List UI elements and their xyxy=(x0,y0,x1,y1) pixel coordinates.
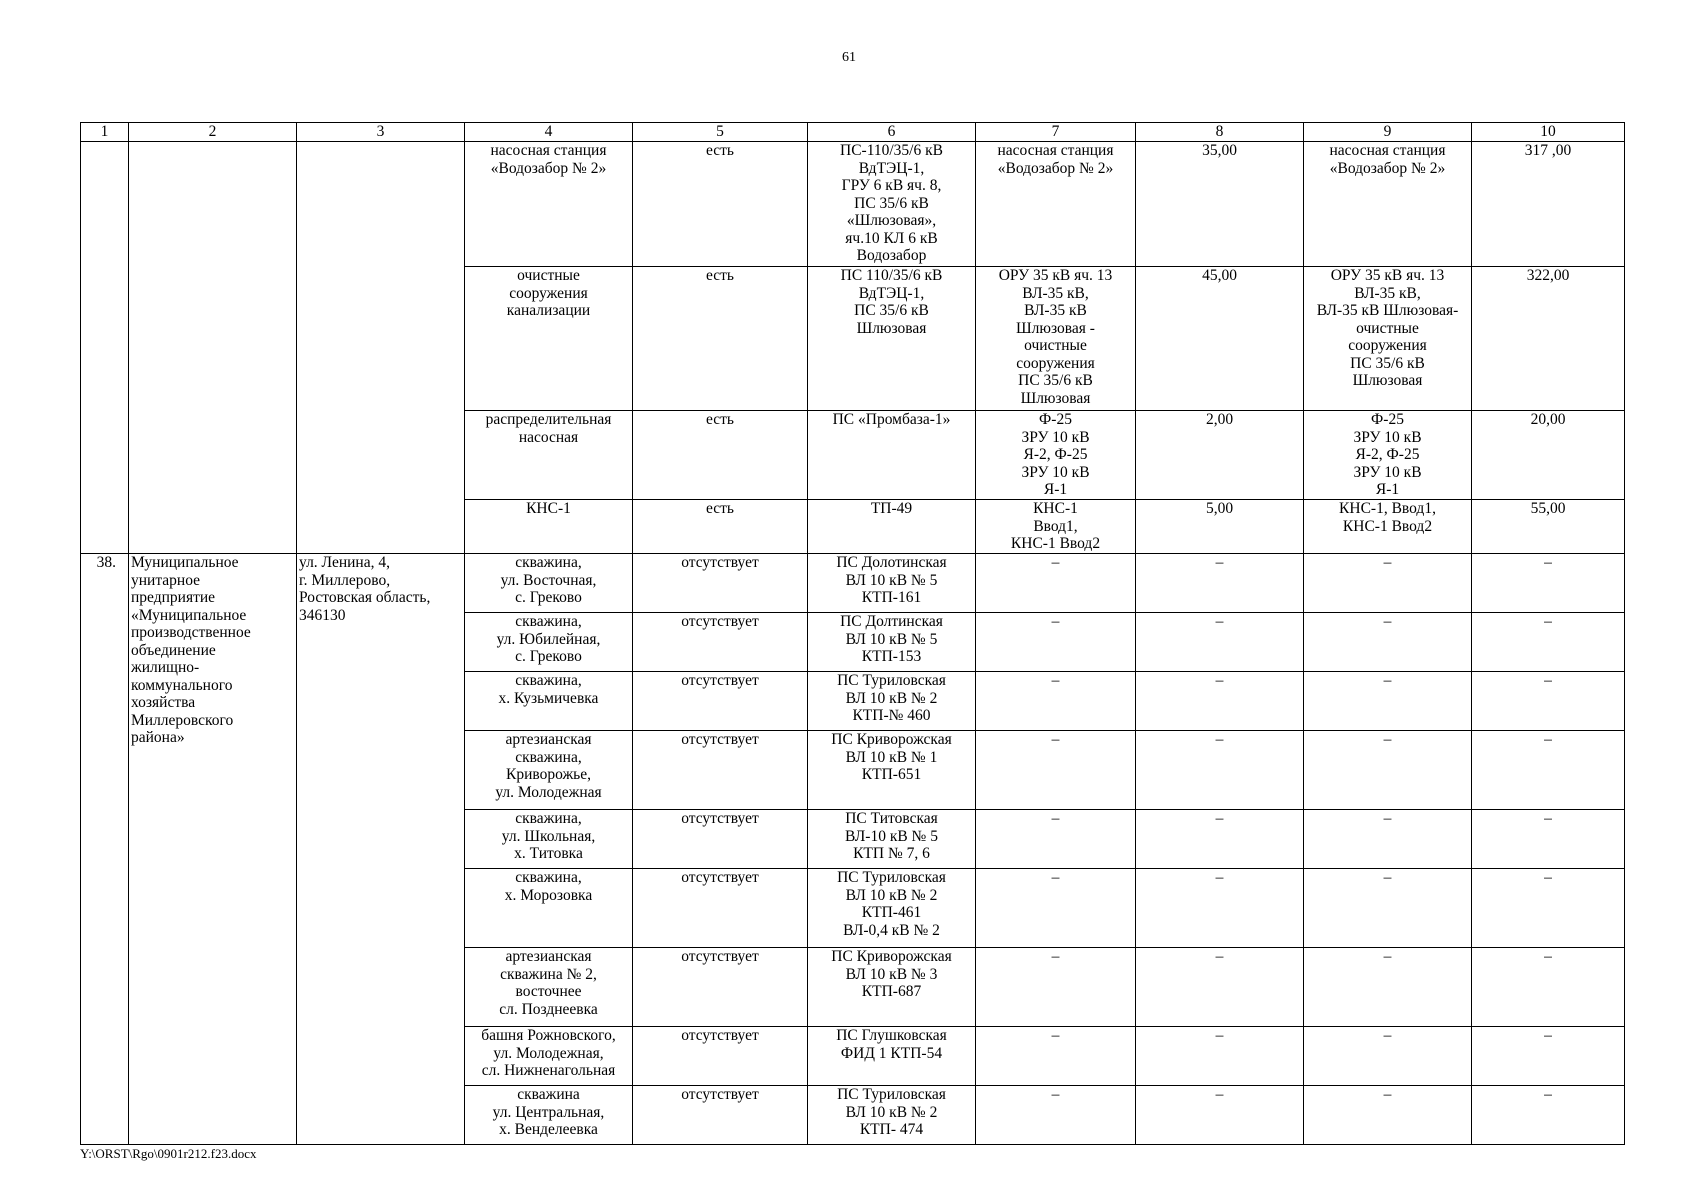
substation-cell: ПС-110/35/6 кВ ВдТЭЦ-1, ГРУ 6 кВ яч. 8, ПС 35/6 кВ «Шлюзовая», яч.10 КЛ 6 кВ Водозабор xyxy=(808,142,976,267)
dash-cell: – xyxy=(976,810,1136,869)
dash-cell: – xyxy=(1304,1027,1472,1086)
dash-cell: – xyxy=(1304,613,1472,672)
value-cell: 20,00 xyxy=(1472,411,1625,500)
dash-cell: – xyxy=(1304,810,1472,869)
continuation-org-cell xyxy=(129,142,297,554)
object-cell: скважина, ул. Восточная, с. Греково xyxy=(465,554,633,613)
dash-cell: – xyxy=(1472,613,1625,672)
substation-cell: ПС «Промбаза-1» xyxy=(808,411,976,500)
header-cell-3: 3 xyxy=(297,123,465,142)
substation-cell: ПС Титовская ВЛ-10 кВ № 5 КТП № 7, 6 xyxy=(808,810,976,869)
availability-cell: отсутствует xyxy=(633,613,808,672)
header-cell-8: 8 xyxy=(1136,123,1304,142)
object-cell: скважина, ул. Юбилейная, с. Греково xyxy=(465,613,633,672)
availability-cell: отсутствует xyxy=(633,1086,808,1145)
substation-cell: ПС Туриловская ВЛ 10 кВ № 2 КТП-461 ВЛ-0,4 кВ № 2 xyxy=(808,869,976,948)
object-cell: скважина, х. Морозовка xyxy=(465,869,633,948)
dash-cell: – xyxy=(1304,869,1472,948)
object-cell: очистные сооружения канализации xyxy=(465,267,633,411)
header-row xyxy=(81,123,1625,142)
dash-cell: – xyxy=(1472,948,1625,1027)
page-number: 61 xyxy=(842,50,856,65)
substation-cell: ПС Глушковская ФИД 1 КТП-54 xyxy=(808,1027,976,1086)
file-path-footer: Y:\ORST\Rgo\0901r212.f23.docx xyxy=(80,1146,257,1161)
dash-cell: – xyxy=(1304,731,1472,810)
dash-cell: – xyxy=(976,731,1136,810)
substation-cell: ПС Криворожская ВЛ 10 кВ № 1 КТП-651 xyxy=(808,731,976,810)
dash-cell: – xyxy=(1304,948,1472,1027)
value-cell: 45,00 xyxy=(1136,267,1304,411)
connection-cell: КНС-1, Ввод1, КНС-1 Ввод2 xyxy=(1304,500,1472,554)
header-cell-7: 7 xyxy=(976,123,1136,142)
dash-cell: – xyxy=(1304,554,1472,613)
dash-cell: – xyxy=(1472,672,1625,731)
connection-cell: насосная станция «Водозабор № 2» xyxy=(976,142,1136,267)
object-cell: КНС-1 xyxy=(465,500,633,554)
dash-cell: – xyxy=(1136,1027,1304,1086)
dash-cell: – xyxy=(1472,810,1625,869)
object-cell: скважина ул. Центральная, х. Венделеевка xyxy=(465,1086,633,1145)
header-cell-5: 5 xyxy=(633,123,808,142)
availability-cell: есть xyxy=(633,411,808,500)
object-cell: скважина, ул. Школьная, х. Титовка xyxy=(465,810,633,869)
dash-cell: – xyxy=(1136,731,1304,810)
object-cell: распределительная насосная xyxy=(465,411,633,500)
substation-cell: ПС 110/35/6 кВ ВдТЭЦ-1, ПС 35/6 кВ Шлюзовая xyxy=(808,267,976,411)
dash-cell: – xyxy=(1304,672,1472,731)
availability-cell: есть xyxy=(633,267,808,411)
header-cell-2: 2 xyxy=(129,123,297,142)
data-table-container xyxy=(80,122,1624,1145)
value-cell: 55,00 xyxy=(1472,500,1625,554)
availability-cell: отсутствует xyxy=(633,869,808,948)
object-cell: скважина, х. Кузьмичевка xyxy=(465,672,633,731)
value-cell: 2,00 xyxy=(1136,411,1304,500)
dash-cell: – xyxy=(1136,1086,1304,1145)
dash-cell: – xyxy=(1136,554,1304,613)
object-cell: артезианская скважина № 2, восточнее сл. Позднеевка xyxy=(465,948,633,1027)
organization-name-cell: Муниципальное унитарное предприятие «Муниципальное производственное объединение жилищно- коммунального хозяйства Миллеровского района» xyxy=(129,554,297,1145)
dash-cell: – xyxy=(976,554,1136,613)
table-row xyxy=(81,142,1625,267)
value-cell: 5,00 xyxy=(1136,500,1304,554)
dash-cell: – xyxy=(1136,613,1304,672)
dash-cell: – xyxy=(1136,948,1304,1027)
value-cell: 317 ,00 xyxy=(1472,142,1625,267)
availability-cell: отсутствует xyxy=(633,672,808,731)
availability-cell: отсутствует xyxy=(633,731,808,810)
connection-cell: Ф-25 ЗРУ 10 кВ Я-2, Ф-25 ЗРУ 10 кВ Я-1 xyxy=(976,411,1136,500)
organization-address-cell: ул. Ленина, 4, г. Миллерово, Ростовская область, 346130 xyxy=(297,554,465,1145)
dash-cell: – xyxy=(976,948,1136,1027)
data-table xyxy=(80,122,1625,1145)
dash-cell: – xyxy=(976,1086,1136,1145)
substation-cell: ПС Туриловская ВЛ 10 кВ № 2 КТП- 474 xyxy=(808,1086,976,1145)
object-cell: башня Рожновского, ул. Молодежная, сл. Нижненагольная xyxy=(465,1027,633,1086)
availability-cell: отсутствует xyxy=(633,810,808,869)
availability-cell: есть xyxy=(633,142,808,267)
dash-cell: – xyxy=(1304,1086,1472,1145)
entry-number-cell: 38. xyxy=(81,554,129,1145)
header-cell-9: 9 xyxy=(1304,123,1472,142)
object-cell: артезианская скважина, Криворожье, ул. Молодежная xyxy=(465,731,633,810)
dash-cell: – xyxy=(1472,1086,1625,1145)
connection-cell: насосная станция «Водозабор № 2» xyxy=(1304,142,1472,267)
dash-cell: – xyxy=(1472,869,1625,948)
availability-cell: отсутствует xyxy=(633,1027,808,1086)
substation-cell: ПС Криворожская ВЛ 10 кВ № 3 КТП-687 xyxy=(808,948,976,1027)
connection-cell: КНС-1 Ввод1, КНС-1 Ввод2 xyxy=(976,500,1136,554)
connection-cell: ОРУ 35 кВ яч. 13 ВЛ-35 кВ, ВЛ-35 кВ Шлюзовая - очистные сооружения ПС 35/6 кВ Шлюзовая xyxy=(976,267,1136,411)
dash-cell: – xyxy=(976,869,1136,948)
continuation-address-cell xyxy=(297,142,465,554)
substation-cell: ПС Долотинская ВЛ 10 кВ № 5 КТП-161 xyxy=(808,554,976,613)
dash-cell: – xyxy=(976,672,1136,731)
dash-cell: – xyxy=(1472,731,1625,810)
dash-cell: – xyxy=(1136,672,1304,731)
dash-cell: – xyxy=(1136,810,1304,869)
header-cell-1: 1 xyxy=(81,123,129,142)
object-cell: насосная станция «Водозабор № 2» xyxy=(465,142,633,267)
availability-cell: отсутствует xyxy=(633,948,808,1027)
availability-cell: отсутствует xyxy=(633,554,808,613)
header-cell-4: 4 xyxy=(465,123,633,142)
dash-cell: – xyxy=(1136,869,1304,948)
substation-cell: ПС Долтинская ВЛ 10 кВ № 5 КТП-153 xyxy=(808,613,976,672)
dash-cell: – xyxy=(1472,1027,1625,1086)
connection-cell: Ф-25 ЗРУ 10 кВ Я-2, Ф-25 ЗРУ 10 кВ Я-1 xyxy=(1304,411,1472,500)
header-cell-6: 6 xyxy=(808,123,976,142)
connection-cell: ОРУ 35 кВ яч. 13 ВЛ-35 кВ, ВЛ-35 кВ Шлюзовая- очистные сооружения ПС 35/6 кВ Шлюзовая xyxy=(1304,267,1472,411)
dash-cell: – xyxy=(976,613,1136,672)
substation-cell: ТП-49 xyxy=(808,500,976,554)
continuation-number-cell xyxy=(81,142,129,554)
dash-cell: – xyxy=(1472,554,1625,613)
table-row xyxy=(81,554,1625,613)
availability-cell: есть xyxy=(633,500,808,554)
value-cell: 35,00 xyxy=(1136,142,1304,267)
header-cell-10: 10 xyxy=(1472,123,1625,142)
dash-cell: – xyxy=(976,1027,1136,1086)
value-cell: 322,00 xyxy=(1472,267,1625,411)
substation-cell: ПС Туриловская ВЛ 10 кВ № 2 КТП-№ 460 xyxy=(808,672,976,731)
